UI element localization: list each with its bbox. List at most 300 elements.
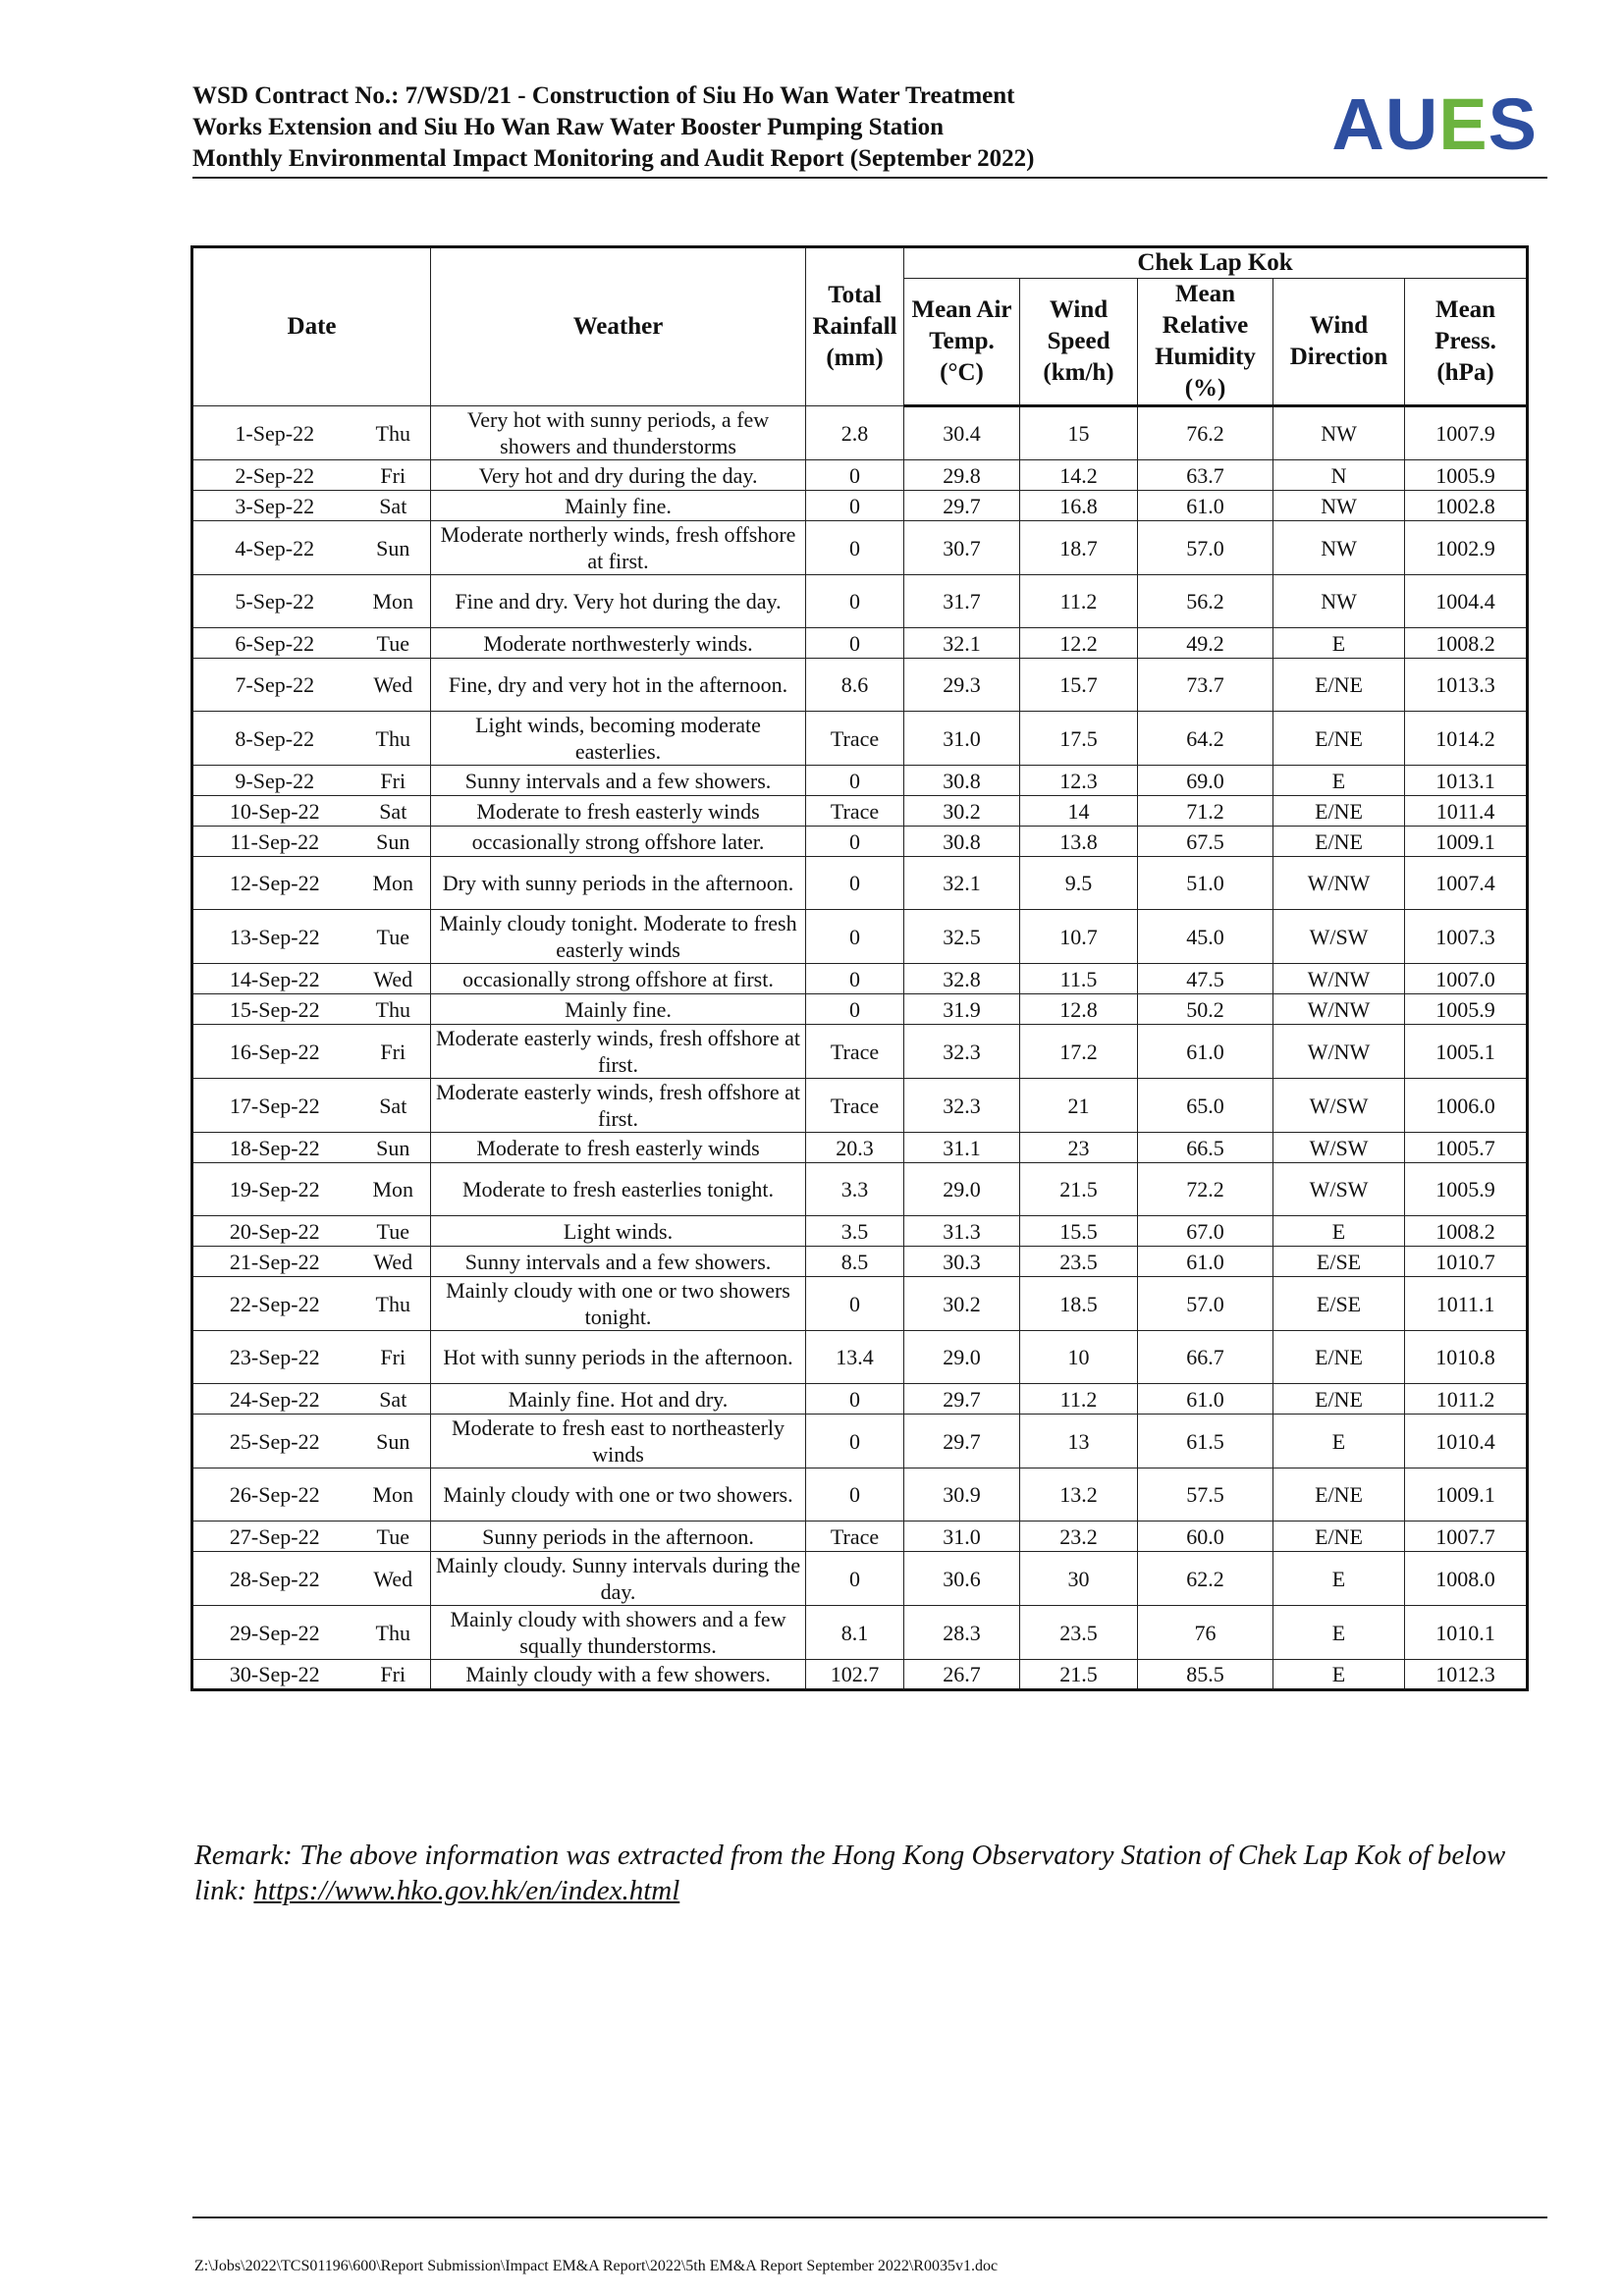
cell-date: 24-Sep-22 — [192, 1384, 356, 1415]
cell-humidity: 56.2 — [1138, 575, 1273, 628]
table-row — [192, 1247, 1528, 1277]
cell-rainfall: 0 — [806, 1384, 904, 1415]
cell-pressure: 1007.4 — [1405, 857, 1528, 910]
weather-table — [190, 245, 1529, 1691]
cell-date: 29-Sep-22 — [192, 1606, 356, 1660]
col-header-wind-speed: Wind Speed (km/h) — [1020, 279, 1138, 406]
remark-text: Remark: The above information was extracted from the Hong Kong Observatory Station of Chek Lap Kok of below link: — [194, 1840, 1506, 1906]
cell-rainfall: 0 — [806, 1468, 904, 1522]
cell-day: Mon — [356, 857, 431, 910]
cell-date: 15-Sep-22 — [192, 994, 356, 1025]
cell-rainfall: 0 — [806, 964, 904, 994]
cell-wind: 21.5 — [1020, 1660, 1138, 1690]
cell-temp: 30.2 — [904, 796, 1020, 827]
cell-wind: 11.2 — [1020, 1384, 1138, 1415]
cell-day: Tue — [356, 910, 431, 964]
cell-humidity: 61.0 — [1138, 1247, 1273, 1277]
table-row — [192, 712, 1528, 766]
cell-temp: 32.5 — [904, 910, 1020, 964]
table-row — [192, 1606, 1528, 1660]
cell-humidity: 71.2 — [1138, 796, 1273, 827]
cell-temp: 29.7 — [904, 491, 1020, 521]
cell-day: Fri — [356, 1025, 431, 1079]
cell-humidity: 64.2 — [1138, 712, 1273, 766]
cell-direction: E — [1273, 1415, 1405, 1468]
cell-wind: 11.2 — [1020, 575, 1138, 628]
cell-direction: E/NE — [1273, 827, 1405, 857]
remark-note — [194, 1838, 1549, 1908]
cell-day: Mon — [356, 575, 431, 628]
cell-humidity: 45.0 — [1138, 910, 1273, 964]
cell-date: 19-Sep-22 — [192, 1163, 356, 1216]
cell-pressure: 1007.3 — [1405, 910, 1528, 964]
cell-rainfall: 0 — [806, 994, 904, 1025]
cell-humidity: 57.0 — [1138, 521, 1273, 575]
cell-wind: 23.2 — [1020, 1522, 1138, 1552]
cell-pressure: 1004.4 — [1405, 575, 1528, 628]
col-header-humidity: Mean Relative Humidity (%) — [1138, 279, 1273, 406]
header-row-1 — [192, 247, 1528, 279]
cell-wind: 17.2 — [1020, 1025, 1138, 1079]
cell-temp: 29.8 — [904, 460, 1020, 491]
table-row — [192, 406, 1528, 460]
header-rule — [192, 177, 1547, 179]
table-row — [192, 796, 1528, 827]
cell-weather: Mainly fine. Hot and dry. — [431, 1384, 806, 1415]
cell-temp: 30.6 — [904, 1552, 1020, 1606]
cell-temp: 32.3 — [904, 1025, 1020, 1079]
cell-humidity: 66.7 — [1138, 1331, 1273, 1384]
cell-rainfall: Trace — [806, 1522, 904, 1552]
cell-rainfall: 0 — [806, 910, 904, 964]
cell-direction: NW — [1273, 491, 1405, 521]
cell-wind: 15.5 — [1020, 1216, 1138, 1247]
cell-day: Sun — [356, 1133, 431, 1163]
table-row — [192, 964, 1528, 994]
cell-humidity: 61.0 — [1138, 1384, 1273, 1415]
cell-direction: E/NE — [1273, 796, 1405, 827]
cell-wind: 23 — [1020, 1133, 1138, 1163]
cell-wind: 21.5 — [1020, 1163, 1138, 1216]
cell-wind: 13.2 — [1020, 1468, 1138, 1522]
cell-temp: 31.0 — [904, 712, 1020, 766]
cell-day: Sun — [356, 521, 431, 575]
cell-date: 28-Sep-22 — [192, 1552, 356, 1606]
cell-pressure: 1007.9 — [1405, 406, 1528, 460]
cell-direction: N — [1273, 460, 1405, 491]
cell-direction: E/SE — [1273, 1247, 1405, 1277]
report-header — [192, 80, 1547, 175]
cell-rainfall: 8.6 — [806, 659, 904, 712]
cell-rainfall: 3.3 — [806, 1163, 904, 1216]
cell-direction: E — [1273, 766, 1405, 796]
cell-humidity: 57.0 — [1138, 1277, 1273, 1331]
cell-weather: Moderate to fresh easterly winds — [431, 796, 806, 827]
cell-humidity: 69.0 — [1138, 766, 1273, 796]
cell-direction: NW — [1273, 521, 1405, 575]
cell-direction: W/SW — [1273, 1079, 1405, 1133]
cell-pressure: 1013.3 — [1405, 659, 1528, 712]
cell-direction: E/NE — [1273, 1331, 1405, 1384]
cell-weather: Moderate northwesterly winds. — [431, 628, 806, 659]
cell-rainfall: 0 — [806, 575, 904, 628]
cell-weather: Very hot with sunny periods, a few showers and thunderstorms — [431, 406, 806, 460]
cell-pressure: 1011.1 — [1405, 1277, 1528, 1331]
cell-pressure: 1009.1 — [1405, 827, 1528, 857]
cell-humidity: 76.2 — [1138, 406, 1273, 460]
cell-date: 11-Sep-22 — [192, 827, 356, 857]
cell-wind: 15.7 — [1020, 659, 1138, 712]
cell-direction: W/NW — [1273, 1025, 1405, 1079]
cell-date: 18-Sep-22 — [192, 1133, 356, 1163]
cell-temp: 30.7 — [904, 521, 1020, 575]
cell-rainfall: 0 — [806, 460, 904, 491]
table-row — [192, 1522, 1528, 1552]
cell-day: Tue — [356, 1522, 431, 1552]
table-row — [192, 1163, 1528, 1216]
cell-day: Tue — [356, 1216, 431, 1247]
cell-rainfall: 0 — [806, 1415, 904, 1468]
cell-weather: Light winds, becoming moderate easterlies. — [431, 712, 806, 766]
cell-pressure: 1005.9 — [1405, 994, 1528, 1025]
cell-pressure: 1008.0 — [1405, 1552, 1528, 1606]
cell-wind: 30 — [1020, 1552, 1138, 1606]
cell-rainfall: 0 — [806, 1552, 904, 1606]
cell-wind: 18.5 — [1020, 1277, 1138, 1331]
cell-pressure: 1011.2 — [1405, 1384, 1528, 1415]
cell-temp: 31.9 — [904, 994, 1020, 1025]
cell-date: 10-Sep-22 — [192, 796, 356, 827]
cell-pressure: 1010.8 — [1405, 1331, 1528, 1384]
cell-date: 3-Sep-22 — [192, 491, 356, 521]
cell-weather: Moderate to fresh easterlies tonight. — [431, 1163, 806, 1216]
table-row — [192, 1133, 1528, 1163]
cell-date: 22-Sep-22 — [192, 1277, 356, 1331]
cell-rainfall: 8.5 — [806, 1247, 904, 1277]
cell-wind: 23.5 — [1020, 1606, 1138, 1660]
cell-date: 26-Sep-22 — [192, 1468, 356, 1522]
cell-temp: 30.8 — [904, 827, 1020, 857]
table-row — [192, 910, 1528, 964]
title-line: Monthly Environmental Impact Monitoring and Audit Report (September 2022) — [192, 145, 1035, 172]
cell-weather: Mainly cloudy with one or two showers tonight. — [431, 1277, 806, 1331]
cell-humidity: 63.7 — [1138, 460, 1273, 491]
cell-day: Thu — [356, 406, 431, 460]
cell-humidity: 67.0 — [1138, 1216, 1273, 1247]
cell-rainfall: Trace — [806, 1025, 904, 1079]
cell-day: Sat — [356, 491, 431, 521]
cell-day: Sat — [356, 796, 431, 827]
cell-weather: occasionally strong offshore later. — [431, 827, 806, 857]
cell-date: 12-Sep-22 — [192, 857, 356, 910]
cell-temp: 29.3 — [904, 659, 1020, 712]
cell-weather: Mainly cloudy with one or two showers. — [431, 1468, 806, 1522]
col-header-weather: Weather — [431, 247, 806, 406]
cell-weather: Moderate northerly winds, fresh offshore at first. — [431, 521, 806, 575]
cell-weather: Mainly fine. — [431, 491, 806, 521]
cell-wind: 18.7 — [1020, 521, 1138, 575]
cell-pressure: 1007.0 — [1405, 964, 1528, 994]
footer-rule — [192, 2216, 1547, 2218]
cell-date: 23-Sep-22 — [192, 1331, 356, 1384]
cell-day: Thu — [356, 712, 431, 766]
cell-rainfall: 20.3 — [806, 1133, 904, 1163]
cell-day: Thu — [356, 1606, 431, 1660]
cell-direction: E — [1273, 1660, 1405, 1690]
cell-direction: W/NW — [1273, 857, 1405, 910]
report-title — [192, 80, 1174, 175]
cell-day: Mon — [356, 1163, 431, 1216]
table-row — [192, 1216, 1528, 1247]
cell-humidity: 51.0 — [1138, 857, 1273, 910]
cell-temp: 31.1 — [904, 1133, 1020, 1163]
title-line: WSD Contract No.: 7/WSD/21 - Construction of Siu Ho Wan Water Treatment — [192, 82, 1015, 109]
cell-pressure: 1005.9 — [1405, 1163, 1528, 1216]
cell-day: Sun — [356, 1415, 431, 1468]
cell-humidity: 47.5 — [1138, 964, 1273, 994]
cell-temp: 26.7 — [904, 1660, 1020, 1690]
cell-humidity: 76 — [1138, 1606, 1273, 1660]
cell-weather: Fine, dry and very hot in the afternoon. — [431, 659, 806, 712]
cell-weather: Mainly cloudy with a few showers. — [431, 1660, 806, 1690]
cell-day: Wed — [356, 1552, 431, 1606]
cell-day: Mon — [356, 1468, 431, 1522]
cell-day: Sat — [356, 1384, 431, 1415]
cell-date: 5-Sep-22 — [192, 575, 356, 628]
cell-rainfall: 0 — [806, 1277, 904, 1331]
cell-temp: 28.3 — [904, 1606, 1020, 1660]
cell-day: Thu — [356, 994, 431, 1025]
cell-rainfall: 3.5 — [806, 1216, 904, 1247]
cell-wind: 11.5 — [1020, 964, 1138, 994]
cell-date: 16-Sep-22 — [192, 1025, 356, 1079]
cell-date: 4-Sep-22 — [192, 521, 356, 575]
table-row — [192, 1025, 1528, 1079]
col-header-wind-direction: Wind Direction — [1273, 279, 1405, 406]
cell-date: 1-Sep-22 — [192, 406, 356, 460]
cell-rainfall: 0 — [806, 521, 904, 575]
cell-rainfall: Trace — [806, 1079, 904, 1133]
cell-date: 6-Sep-22 — [192, 628, 356, 659]
cell-temp: 29.7 — [904, 1384, 1020, 1415]
cell-wind: 12.3 — [1020, 766, 1138, 796]
cell-day: Wed — [356, 1247, 431, 1277]
cell-direction: W/NW — [1273, 964, 1405, 994]
cell-day: Sat — [356, 1079, 431, 1133]
cell-temp: 32.3 — [904, 1079, 1020, 1133]
cell-date: 7-Sep-22 — [192, 659, 356, 712]
cell-day: Wed — [356, 964, 431, 994]
table-row — [192, 659, 1528, 712]
station-header: Chek Lap Kok — [904, 247, 1528, 279]
cell-temp: 31.0 — [904, 1522, 1020, 1552]
cell-weather: Moderate easterly winds, fresh offshore at first. — [431, 1025, 806, 1079]
cell-rainfall: 0 — [806, 628, 904, 659]
cell-temp: 32.1 — [904, 857, 1020, 910]
cell-wind: 17.5 — [1020, 712, 1138, 766]
cell-temp: 31.3 — [904, 1216, 1020, 1247]
cell-day: Tue — [356, 628, 431, 659]
cell-direction: E — [1273, 1216, 1405, 1247]
cell-rainfall: 13.4 — [806, 1331, 904, 1384]
table-row — [192, 1331, 1528, 1384]
cell-pressure: 1010.7 — [1405, 1247, 1528, 1277]
cell-wind: 10 — [1020, 1331, 1138, 1384]
cell-pressure: 1010.1 — [1405, 1606, 1528, 1660]
cell-pressure: 1002.8 — [1405, 491, 1528, 521]
cell-humidity: 67.5 — [1138, 827, 1273, 857]
cell-weather: Mainly fine. — [431, 994, 806, 1025]
cell-weather: Dry with sunny periods in the afternoon. — [431, 857, 806, 910]
cell-temp: 30.3 — [904, 1247, 1020, 1277]
cell-temp: 30.9 — [904, 1468, 1020, 1522]
col-header-temp: Mean Air Temp. (°C) — [904, 279, 1020, 406]
cell-direction: W/SW — [1273, 910, 1405, 964]
cell-day: Thu — [356, 1277, 431, 1331]
cell-date: 8-Sep-22 — [192, 712, 356, 766]
cell-weather: occasionally strong offshore at first. — [431, 964, 806, 994]
cell-weather: Very hot and dry during the day. — [431, 460, 806, 491]
table-row — [192, 1468, 1528, 1522]
cell-direction: NW — [1273, 575, 1405, 628]
cell-temp: 32.1 — [904, 628, 1020, 659]
cell-pressure: 1013.1 — [1405, 766, 1528, 796]
cell-rainfall: Trace — [806, 712, 904, 766]
cell-temp: 30.2 — [904, 1277, 1020, 1331]
cell-pressure: 1008.2 — [1405, 1216, 1528, 1247]
cell-pressure: 1009.1 — [1405, 1468, 1528, 1522]
cell-humidity: 61.0 — [1138, 491, 1273, 521]
cell-weather: Mainly cloudy tonight. Moderate to fresh easterly winds — [431, 910, 806, 964]
cell-wind: 14 — [1020, 796, 1138, 827]
cell-wind: 12.8 — [1020, 994, 1138, 1025]
cell-temp: 29.0 — [904, 1163, 1020, 1216]
cell-wind: 13 — [1020, 1415, 1138, 1468]
cell-temp: 29.0 — [904, 1331, 1020, 1384]
cell-rainfall: 0 — [806, 857, 904, 910]
cell-humidity: 72.2 — [1138, 1163, 1273, 1216]
cell-pressure: 1002.9 — [1405, 521, 1528, 575]
cell-humidity: 50.2 — [1138, 994, 1273, 1025]
table-row — [192, 1660, 1528, 1690]
cell-temp: 30.4 — [904, 406, 1020, 460]
cell-humidity: 49.2 — [1138, 628, 1273, 659]
cell-direction: E/NE — [1273, 1384, 1405, 1415]
cell-date: 14-Sep-22 — [192, 964, 356, 994]
cell-direction: E/NE — [1273, 1468, 1405, 1522]
cell-direction: W/SW — [1273, 1163, 1405, 1216]
cell-day: Wed — [356, 659, 431, 712]
table-row — [192, 491, 1528, 521]
cell-wind: 13.8 — [1020, 827, 1138, 857]
table-row — [192, 1384, 1528, 1415]
cell-direction: E — [1273, 628, 1405, 659]
col-header-rainfall: Total Rainfall (mm) — [806, 247, 904, 406]
cell-direction: E — [1273, 1552, 1405, 1606]
cell-rainfall: 8.1 — [806, 1606, 904, 1660]
cell-date: 21-Sep-22 — [192, 1247, 356, 1277]
cell-weather: Sunny periods in the afternoon. — [431, 1522, 806, 1552]
cell-direction: W/NW — [1273, 994, 1405, 1025]
cell-direction: E/NE — [1273, 1522, 1405, 1552]
cell-pressure: 1005.1 — [1405, 1025, 1528, 1079]
cell-temp: 32.8 — [904, 964, 1020, 994]
cell-date: 13-Sep-22 — [192, 910, 356, 964]
table-row — [192, 628, 1528, 659]
col-header-pressure: Mean Press. (hPa) — [1405, 279, 1528, 406]
title-line: Works Extension and Siu Ho Wan Raw Water Booster Pumping Station — [192, 114, 944, 140]
table-row — [192, 1552, 1528, 1606]
table-row — [192, 857, 1528, 910]
table-row — [192, 1277, 1528, 1331]
cell-date: 27-Sep-22 — [192, 1522, 356, 1552]
cell-weather: Hot with sunny periods in the afternoon. — [431, 1331, 806, 1384]
cell-temp: 29.7 — [904, 1415, 1020, 1468]
cell-wind: 16.8 — [1020, 491, 1138, 521]
cell-humidity: 66.5 — [1138, 1133, 1273, 1163]
cell-wind: 21 — [1020, 1079, 1138, 1133]
table-row — [192, 460, 1528, 491]
cell-pressure: 1007.7 — [1405, 1522, 1528, 1552]
cell-rainfall: Trace — [806, 796, 904, 827]
cell-pressure: 1008.2 — [1405, 628, 1528, 659]
cell-humidity: 85.5 — [1138, 1660, 1273, 1690]
cell-wind: 23.5 — [1020, 1247, 1138, 1277]
hko-link[interactable]: https://www.hko.gov.hk/en/index.html — [253, 1875, 680, 1906]
col-header-date: Date — [192, 247, 431, 406]
cell-direction: E/NE — [1273, 712, 1405, 766]
cell-pressure: 1005.7 — [1405, 1133, 1528, 1163]
cell-weather: Moderate to fresh easterly winds — [431, 1133, 806, 1163]
cell-date: 2-Sep-22 — [192, 460, 356, 491]
cell-pressure: 1014.2 — [1405, 712, 1528, 766]
cell-rainfall: 0 — [806, 827, 904, 857]
cell-humidity: 73.7 — [1138, 659, 1273, 712]
cell-wind: 9.5 — [1020, 857, 1138, 910]
cell-date: 17-Sep-22 — [192, 1079, 356, 1133]
cell-pressure: 1010.4 — [1405, 1415, 1528, 1468]
cell-humidity: 57.5 — [1138, 1468, 1273, 1522]
cell-date: 25-Sep-22 — [192, 1415, 356, 1468]
cell-direction: E/NE — [1273, 659, 1405, 712]
cell-wind: 15 — [1020, 406, 1138, 460]
table-row — [192, 766, 1528, 796]
cell-rainfall: 0 — [806, 491, 904, 521]
table-row — [192, 521, 1528, 575]
cell-date: 9-Sep-22 — [192, 766, 356, 796]
cell-day: Fri — [356, 1331, 431, 1384]
cell-humidity: 60.0 — [1138, 1522, 1273, 1552]
table-row — [192, 1415, 1528, 1468]
cell-weather: Moderate easterly winds, fresh offshore at first. — [431, 1079, 806, 1133]
aues-logo: AUES — [1331, 83, 1538, 165]
cell-pressure: 1011.4 — [1405, 796, 1528, 827]
cell-temp: 31.7 — [904, 575, 1020, 628]
cell-weather: Light winds. — [431, 1216, 806, 1247]
cell-weather: Sunny intervals and a few showers. — [431, 1247, 806, 1277]
table-row — [192, 575, 1528, 628]
footer-file-path: Z:\Jobs\2022\TCS01196\600\Report Submission\Impact EM&A Report\2022\5th EM&A Report September 2022\R0035v1.doc — [194, 2258, 999, 2274]
cell-rainfall: 0 — [806, 766, 904, 796]
cell-day: Sun — [356, 827, 431, 857]
cell-rainfall: 2.8 — [806, 406, 904, 460]
cell-weather: Sunny intervals and a few showers. — [431, 766, 806, 796]
cell-date: 20-Sep-22 — [192, 1216, 356, 1247]
cell-humidity: 62.2 — [1138, 1552, 1273, 1606]
cell-direction: W/SW — [1273, 1133, 1405, 1163]
cell-rainfall: 102.7 — [806, 1660, 904, 1690]
cell-wind: 12.2 — [1020, 628, 1138, 659]
